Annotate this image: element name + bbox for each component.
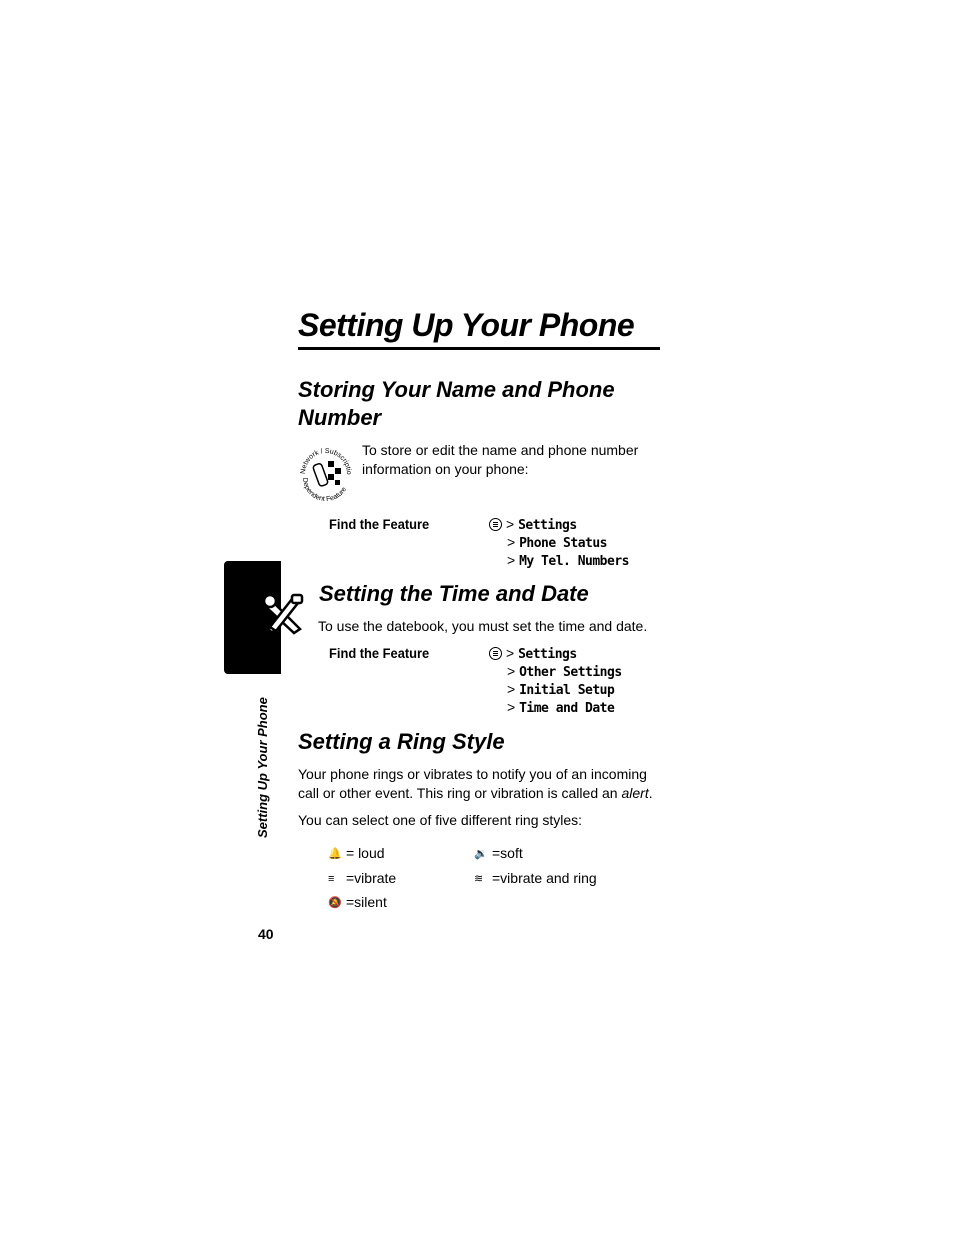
page-title: Setting Up Your Phone <box>298 305 660 350</box>
path-step: Other Settings <box>519 665 622 680</box>
text-line: information on your phone: <box>362 461 529 477</box>
ring-style-label: =silent <box>346 894 387 910</box>
separator: > <box>506 516 515 532</box>
tools-icon-outline <box>262 593 312 644</box>
ring-intro <box>298 765 653 803</box>
ring-style-vibrate-ring <box>474 870 597 888</box>
ring-style-label: =vibrate and ring <box>492 870 597 886</box>
find-the-feature-label: Find the Feature <box>329 645 430 661</box>
ring-style-label: = loud <box>346 845 385 861</box>
ring-style-silent <box>328 894 387 912</box>
feature-path-storing <box>489 516 629 570</box>
menu-key-icon <box>489 647 502 660</box>
section-heading-storing <box>298 376 615 432</box>
find-the-feature-label: Find the Feature <box>329 516 430 532</box>
storing-intro <box>362 441 638 479</box>
ring-select-text: You can select one of five different ring styles: <box>298 812 583 828</box>
page-number: 40 <box>258 926 274 942</box>
path-step: Settings <box>518 518 577 533</box>
text-line: To store or edit the name and phone number <box>362 442 639 458</box>
time-date-intro: To use the datebook, you must set the time and date. <box>318 618 648 634</box>
text-line <box>298 784 653 803</box>
separator: > <box>507 699 516 715</box>
ring-style-loud <box>328 845 385 863</box>
separator: > <box>507 663 516 679</box>
feature-path-time-date <box>489 645 622 717</box>
ring-style-soft <box>474 845 523 863</box>
separator: > <box>507 552 516 568</box>
heading-line: Number <box>298 405 382 430</box>
text-line: Your phone rings or vibrates to notify you of an incoming <box>298 766 647 782</box>
text-run: call or other event. This ring or vibration is called an <box>298 785 622 801</box>
separator: > <box>507 681 516 697</box>
vibrate-icon: ≡ <box>328 873 335 885</box>
bell-soft-icon: 🔉 <box>474 848 488 860</box>
section-heading-time-date: Setting the Time and Date <box>319 581 589 606</box>
ring-style-label: =vibrate <box>346 870 397 886</box>
svg-text:Network / Subscription: Network / Subscriptio <box>299 447 353 475</box>
bell-silent-icon: 🔕 <box>328 897 342 909</box>
vibrate-ring-icon: ≋ <box>474 873 484 885</box>
text-run: . <box>648 785 653 801</box>
alert-term: alert <box>621 785 649 801</box>
path-step: Initial Setup <box>519 683 615 698</box>
menu-key-icon <box>489 518 502 531</box>
path-step: Settings <box>518 647 577 662</box>
separator: > <box>506 645 515 661</box>
path-step: Time and Date <box>519 701 615 716</box>
separator: > <box>507 534 516 550</box>
ring-style-label: =soft <box>492 845 523 861</box>
heading-line: Storing Your Name and Phone <box>298 377 615 402</box>
path-step: My Tel. Numbers <box>519 554 629 569</box>
section-heading-ring-style: Setting a Ring Style <box>298 729 505 754</box>
svg-text:Dependent Feature: Dependent Feature <box>300 477 349 502</box>
bell-loud-icon: 🔔 <box>328 848 342 860</box>
ring-style-vibrate <box>328 870 396 888</box>
side-tab-label: Setting Up Your Phone <box>255 697 270 838</box>
path-step: Phone Status <box>519 536 607 551</box>
network-feature-icon <box>297 444 355 502</box>
